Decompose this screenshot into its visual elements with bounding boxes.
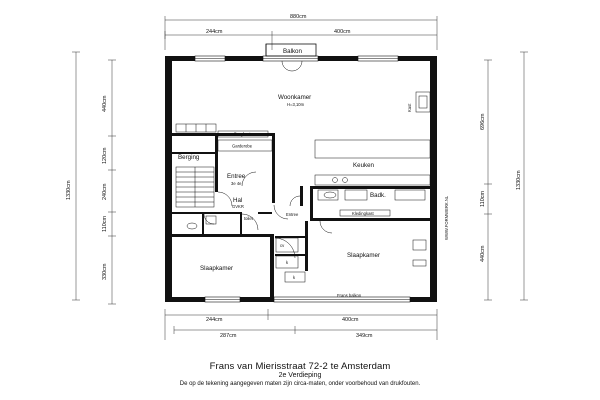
room-frans-balkon: Frans balkon xyxy=(337,293,362,298)
room-gvkr: GVKR xyxy=(232,204,244,209)
dim-left-5: 330cm xyxy=(102,263,108,280)
room-keuken: Keuken xyxy=(353,162,374,169)
room-bergkast: Bergkast xyxy=(234,131,251,137)
caption-title: Frans van Mierisstraat 72-2 te Amsterdam xyxy=(209,361,391,372)
room-balkon: Balkon xyxy=(283,48,302,55)
side-label: WWW.FORMWERK.NL xyxy=(444,195,449,240)
room-badk: Badk. xyxy=(370,192,386,199)
dim-right-total: 1330cm xyxy=(516,170,522,190)
dim-right-3: 440cm xyxy=(480,245,486,262)
dim-right-2: 110cm xyxy=(480,190,486,207)
dim-top-right: 400cm xyxy=(334,29,351,35)
room-entree: Entree xyxy=(227,173,246,180)
dim-left-total: 1330cm xyxy=(66,180,72,200)
dim-left-4: 110cm xyxy=(102,215,108,232)
room-woonkamer: Woonkamer xyxy=(278,94,312,101)
room-berging: Berging xyxy=(178,154,200,161)
dim-right-1: 696cm xyxy=(480,113,486,130)
dim-left-1: 440cm xyxy=(102,95,108,112)
room-kast-k2: k xyxy=(293,275,296,280)
dim-top-total: 880cm xyxy=(290,14,307,20)
room-stair: 3e 4e xyxy=(231,181,242,186)
room-kast-k1: k xyxy=(286,260,289,265)
dim-bottom-outer-left: 287cm xyxy=(220,333,237,339)
dim-bottom-right: 400cm xyxy=(342,317,359,323)
room-kast-cabinet: Kast xyxy=(407,103,412,112)
room-woonkamer-height: H=3,10m xyxy=(287,102,305,107)
dim-left-2: 120cm xyxy=(102,147,108,164)
dim-bottom-left: 244cm xyxy=(206,317,223,323)
bottom-dimensions xyxy=(165,309,437,340)
room-kledingkast: Kledingkast xyxy=(352,211,374,216)
room-garderobe: Garderobe xyxy=(232,143,253,149)
room-entree-small: Entree xyxy=(286,212,299,217)
room-slaapkamer-right: Slaapkamer xyxy=(347,252,381,259)
interior-walls xyxy=(172,133,430,297)
room-kast-cv: cv xyxy=(280,243,285,248)
balcony-door xyxy=(282,61,302,71)
left-dimensions xyxy=(72,52,116,304)
caption-subtitle: 2e Verdieping xyxy=(278,372,322,379)
dim-bottom-outer-right: 349cm xyxy=(356,333,373,339)
dim-top-left: 244cm xyxy=(206,29,223,35)
dim-left-3: 240cm xyxy=(102,183,108,200)
room-wc: toilet xyxy=(244,216,253,221)
room-slaapkamer-left: Slaapkamer xyxy=(200,265,234,272)
caption-note: De op de tekening aangegeven maten zijn circa-maten, onder voorbehoud van drukfouten. xyxy=(179,381,421,387)
room-hal: Hal xyxy=(233,197,243,204)
